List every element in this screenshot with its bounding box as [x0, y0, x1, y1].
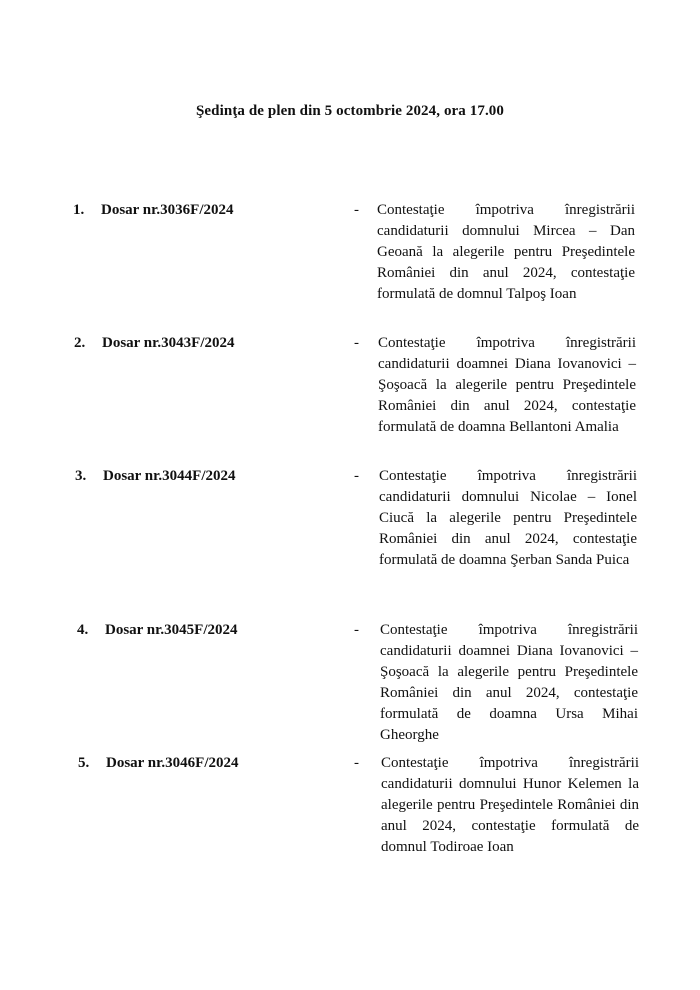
- case-description: Contestaţie împotriva înregistrării candidaturii domnului Hunor Kelemen la alegerile pentru Preşedintele României din anul 2024, contestaţie formulată de domnul Todiroae Ioan: [381, 755, 639, 855]
- case-description: Contestaţie împotriva înregistrării candidaturii doamnei Diana Iovanovici – Şoşoacă la alegerile pentru Preşedintele României din anul 2024, contestaţie formulată de doamna Ursa Mihai Gheorghe: [380, 622, 638, 743]
- item-dash: -: [354, 335, 359, 351]
- case-description: Contestaţie împotriva înregistrării candidaturii domnului Mircea – Dan Geoană la alegerile pentru Preşedintele României din anul 2024, contestaţie formulată de domnul Talpoş Ioan: [377, 202, 635, 302]
- item-number: 5.: [78, 755, 90, 771]
- item-dash: -: [354, 202, 359, 218]
- item-number: 2.: [74, 335, 86, 351]
- case-reference: Dosar nr.3044F/2024: [103, 468, 236, 484]
- item-number: 4.: [77, 622, 89, 638]
- case-reference: Dosar nr.3045F/2024: [105, 622, 238, 638]
- case-reference: Dosar nr.3043F/2024: [102, 335, 235, 351]
- case-reference: Dosar nr.3036F/2024: [101, 202, 234, 218]
- item-dash: -: [354, 468, 359, 484]
- item-dash: -: [354, 622, 359, 638]
- item-dash: -: [354, 755, 359, 771]
- case-description: Contestaţie împotriva înregistrării candidaturii doamnei Diana Iovanovici – Şoşoacă la alegerile pentru Preşedintele României din anul 2024, contestaţie formulată de doamna Bellantoni Amalia: [378, 335, 636, 435]
- case-reference: Dosar nr.3046F/2024: [106, 755, 239, 771]
- item-number: 3.: [75, 468, 87, 484]
- page-title: Şedinţa de plen din 5 octombrie 2024, ora 17.00: [195, 103, 505, 119]
- case-description: Contestaţie împotriva înregistrării candidaturii domnului Nicolae – Ionel Ciucă la alegerile pentru Preşedintele României din anul 2024, contestaţie formulată de doamna Şerban Sanda Puica: [379, 468, 637, 568]
- item-number: 1.: [73, 202, 85, 218]
